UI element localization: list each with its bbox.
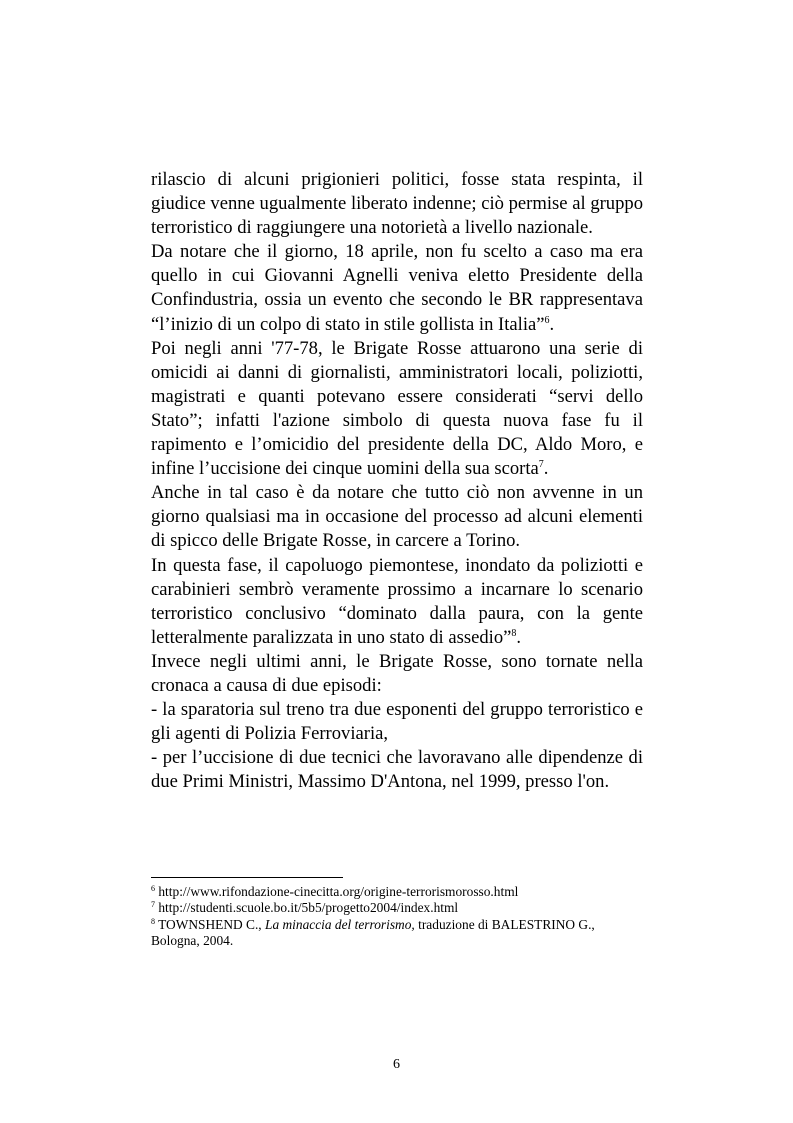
paragraph-text: - per l’uccisione di due tecnici che lavoravano alle dipendenze di due Primi Ministri, Massimo D'Antona, nel 1999, presso l'on.	[151, 747, 643, 793]
footnote-divider	[151, 877, 343, 878]
paragraph	[151, 337, 643, 482]
paragraph	[151, 168, 643, 240]
footnote-reference[interactable]: 8	[511, 627, 517, 639]
paragraph	[151, 554, 643, 650]
paragraph	[151, 650, 643, 698]
paragraph-end: .	[516, 626, 522, 648]
footnote	[151, 884, 643, 900]
page-number: 6	[393, 1057, 400, 1072]
list-item	[151, 746, 643, 794]
footnote-reference[interactable]: 7	[538, 459, 544, 471]
paragraph-end: .	[543, 458, 549, 480]
footnote	[151, 917, 643, 950]
paragraph-text: rilascio di alcuni prigionieri politici, fosse stata respinta, il giudice venne ugualmente liberato indenne; ciò permise al gruppo terroristico di raggiungere una notorietà a livello nazionale.	[151, 169, 643, 239]
footnote	[151, 900, 643, 916]
footnote-link[interactable]: http://www.rifondazione-cinecitta.org/origine-terrorismorosso.html	[158, 884, 519, 899]
footnote-book-title: La minaccia del terrorismo,	[265, 916, 415, 932]
body-text	[151, 168, 643, 794]
paragraph	[151, 481, 643, 553]
footnote-author: TOWNSHEND C.,	[158, 916, 265, 932]
footnote-details: traduzione di BALESTRINO G., Bologna, 2004.	[151, 916, 595, 948]
footnote-link[interactable]: http://studenti.scuole.bo.it/5b5/progetto2004/index.html	[158, 900, 459, 916]
footnote-reference[interactable]: 6	[544, 314, 550, 326]
paragraph-text: In questa fase, il capoluogo piemontese, inondato da poliziotti e carabinieri sembrò veramente prossimo a incarnare lo scenario terroristico conclusivo “dominato dalla paura, con la gente letteralmente paralizzata in uno stato di assedio”	[151, 554, 643, 648]
paragraph-text: Da notare che il giorno, 18 aprile, non fu scelto a caso ma era quello in cui Giovanni Agnelli veniva eletto Presidente della Confindustria, ossia un evento che secondo le BR rappresentava “l’inizio di un colpo di stato in stile gollista in Italia”	[151, 241, 643, 335]
paragraph-text: Invece negli ultimi anni, le Brigate Rosse, sono tornate nella cronaca a causa di due episodi:	[151, 650, 643, 696]
footnote-number: 6	[151, 884, 155, 893]
list-item	[151, 698, 643, 746]
paragraph-end: .	[549, 313, 555, 335]
footnote-number: 7	[151, 900, 155, 910]
footnotes	[151, 884, 643, 949]
paragraph	[151, 240, 643, 336]
paragraph-text: Anche in tal caso è da notare che tutto ciò non avvenne in un giorno qualsiasi ma in occasione del processo ad alcuni elementi di spicco delle Brigate Rosse, in carcere a Torino.	[151, 482, 643, 552]
paragraph-text: - la sparatoria sul treno tra due esponenti del gruppo terroristico e gli agenti di Polizia Ferroviaria,	[151, 699, 643, 745]
paragraph-text: Poi negli anni '77-78, le Brigate Rosse attuarono una serie di omicidi ai danni di giornalisti, amministratori locali, poliziotti, magistrati e quanti potevano essere considerati “servi dello Stato”; infatti l'azione simbolo di questa nuova fase fu il rapimento e l’omicidio del presidente della DC, Aldo Moro, e infine l’uccisione dei cinque uomini della sua scorta	[151, 337, 643, 480]
footnote-number: 8	[151, 916, 155, 926]
